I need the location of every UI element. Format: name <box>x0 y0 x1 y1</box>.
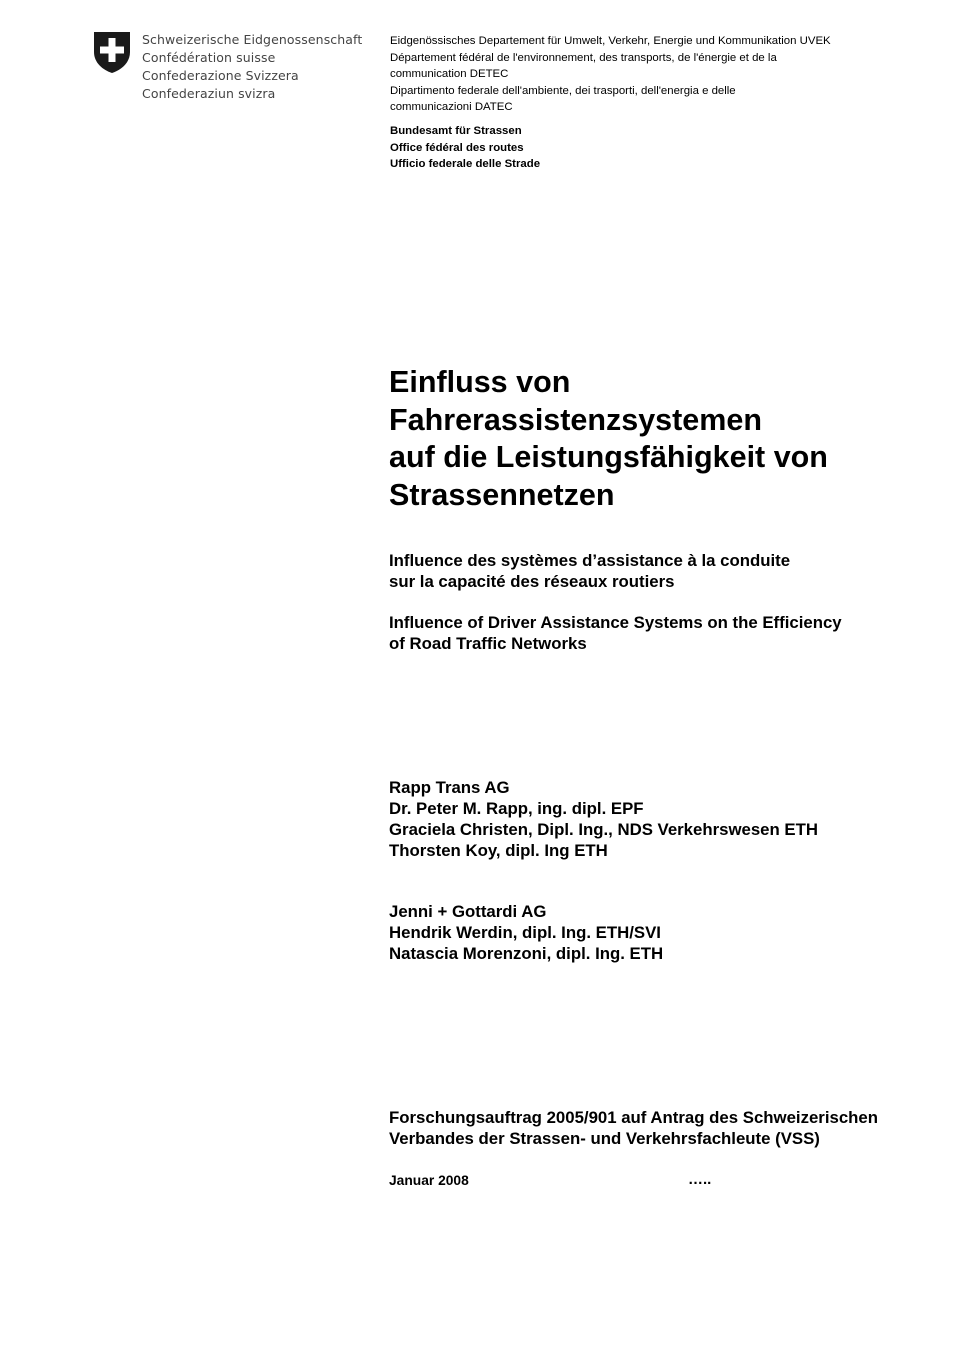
confederation-names <box>142 31 362 103</box>
subtitle-line: of Road Traffic Networks <box>389 634 587 653</box>
title-line: Fahrerassistenzsystemen <box>389 402 762 437</box>
subtitle-french <box>389 550 949 592</box>
company-name: Jenni + Gottardi AG <box>389 902 547 921</box>
research-line: Forschungsauftrag 2005/901 auf Antrag des Schweizerischen <box>389 1108 878 1127</box>
office-names <box>390 123 540 173</box>
subtitle-line: Influence des systèmes d’assistance à la conduite <box>389 551 791 570</box>
title-line: auf die Leistungsfähigkeit von <box>389 440 828 474</box>
author-name: Graciela Christen, Dipl. Ing., NDS Verkehrswesen ETH <box>389 820 818 839</box>
research-line: Verbandes der Strassen- und Verkehrsfachleute (VSS) <box>389 1129 820 1148</box>
title-line: Einfluss von <box>389 365 571 399</box>
department-names <box>390 33 890 116</box>
confederation-name-it: Confederazione Svizzera <box>142 68 299 83</box>
confederation-name-rm: Confederaziun svizra <box>142 86 276 101</box>
author-name: Dr. Peter M. Rapp, ing. dipl. EPF <box>389 799 644 818</box>
subtitle-line: Influence of Driver Assistance Systems on the Efficiency <box>389 613 842 632</box>
office-name-fr: Office fédéral des routes <box>390 141 524 154</box>
swiss-coat-of-arms-icon <box>92 30 132 74</box>
department-line: Eidgenössisches Departement für Umwelt, Verkehr, Energie und Kommunikation UVEK <box>390 35 831 47</box>
department-line: Dipartimento federale dell'ambiente, dei trasporti, dell'energia e delle <box>390 84 736 97</box>
author-group-rapp <box>389 777 949 861</box>
document-title <box>389 364 949 514</box>
company-name: Rapp Trans AG <box>389 778 510 797</box>
department-line: communication DETEC <box>390 68 509 80</box>
publication-date: Januar 2008 <box>389 1173 469 1188</box>
title-line: Strassennetzen <box>389 477 615 512</box>
placeholder-dots: ….. <box>688 1171 712 1188</box>
department-line: Département fédéral de l'environnement, des transports, de l'énergie et de la <box>390 51 777 64</box>
author-name: Natascia Morenzoni, dipl. Ing. ETH <box>389 944 664 963</box>
research-mandate <box>389 1107 959 1149</box>
author-name: Hendrik Werdin, dipl. Ing. ETH/SVI <box>389 923 661 942</box>
subtitle-line: sur la capacité des réseaux routiers <box>389 572 675 591</box>
author-group-jenni <box>389 901 949 964</box>
office-name-de: Bundesamt für Strassen <box>390 125 522 137</box>
confederation-name-de: Schweizerische Eidgenossenschaft <box>142 32 363 47</box>
confederation-name-fr: Confédération suisse <box>142 50 276 65</box>
author-name: Thorsten Koy, dipl. Ing ETH <box>389 841 608 860</box>
department-line: communicazioni DATEC <box>390 101 513 113</box>
subtitle-english <box>389 612 949 654</box>
office-name-it: Ufficio federale delle Strade <box>390 158 541 170</box>
